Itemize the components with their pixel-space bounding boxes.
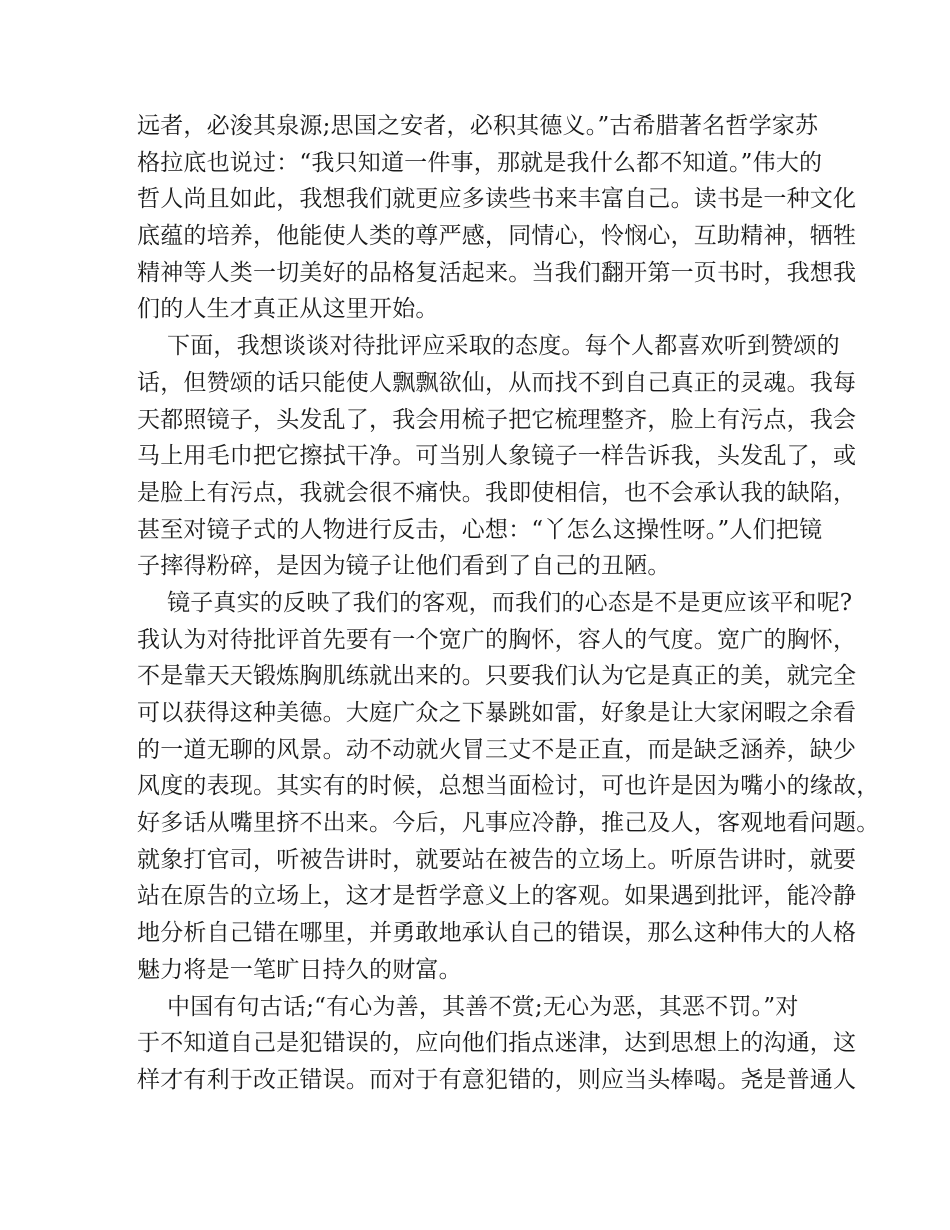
text-line: 魅力将是一笔旷日持久的财富。 [137, 956, 462, 983]
text-line: 是脸上有污点，我就会很不痛快。我即使相信，也不会承认我的缺陷， [137, 479, 857, 506]
text-line: 中国有句古话;“有心为善，其善不赏;无心为恶，其恶不罚。”对 [167, 993, 799, 1020]
text-line: 哲人尚且如此，我想我们就更应多读些书来丰富自己。读书是一种文化 [137, 186, 857, 213]
paragraph-p2 [137, 328, 857, 585]
text-line: 天都照镜子，头发乱了，我会用梳子把它梳理整齐，脸上有污点，我会 [137, 406, 857, 433]
text-line: 地分析自己错在哪里，并勇敢地承认自己的错误，那么这种伟大的人格 [137, 920, 857, 947]
text-line: 镜子真实的反映了我们的客观，而我们的心态是不是更应该平和呢? [167, 589, 853, 616]
text-line: 底蕴的培养，他能使人类的尊严感，同情心，怜悯心，互助精神，牺牲 [137, 223, 857, 250]
text-line: 可以获得这种美德。大庭广众之下暴跳如雷，好象是让大家闲暇之余看 [137, 700, 857, 726]
text-line: 格拉底也说过：“我只知道一件事，那就是我什么都不知道。”伟大的 [137, 149, 823, 176]
text-line: 于不知道自己是犯错误的，应向他们指点迷津，达到思想上的沟通，这 [137, 1030, 857, 1057]
text-line: 精神等人类一切美好的品格复活起来。当我们翻开第一页书时，我想我 [137, 259, 857, 286]
text-line: 就象打官司，听被告讲时，就要站在被告的立场上。听原告讲时，就要 [137, 846, 857, 873]
text-line: 不是靠天天锻炼胸肌练就出来的。只要我们认为它是真正的美，就完全 [137, 663, 857, 690]
text-line: 站在原告的立场上，这才是哲学意义上的客观。如果遇到批评，能冷静 [137, 883, 857, 910]
paragraph-p1 [137, 108, 857, 328]
text-line: 甚至对镜子式的人物进行反击，心想：“丫怎么这操性呀。”人们把镜 [137, 516, 823, 543]
text-line: 样才有利于改正错误。而对于有意犯错的，则应当头棒喝。尧是普通人 [137, 1066, 857, 1093]
text-line: 我认为对待批评首先要有一个宽广的胸怀，容人的气度。宽广的胸怀， [137, 626, 857, 653]
text-line: 好多话从嘴里挤不出来。今后，凡事应冷静，推己及人，客观地看问题。 [137, 810, 880, 837]
text-line: 马上用毛巾把它擦拭干净。可当别人象镜子一样告诉我，头发乱了，或 [137, 443, 857, 470]
text-line: 下面，我想谈谈对待批评应采取的态度。每个人都喜欢听到赞颂的 [167, 333, 840, 360]
text-line: 的一道无聊的风景。动不动就火冒三丈不是正直，而是缺乏涵养，缺少 [137, 736, 857, 763]
text-line: 风度的表现。其实有的时候，总想当面检讨，可也许是因为嘴小的缘故， [137, 773, 880, 800]
text-line: 子摔得粉碎，是因为镜子让他们看到了自己的丑陋。 [137, 553, 671, 580]
document-body [137, 108, 880, 1099]
text-line: 们的人生才真正从这里开始。 [137, 296, 439, 323]
paragraph-p4 [137, 989, 857, 1099]
text-line: 远者，必浚其泉源;思国之安者，必积其德义。”古希腊著名哲学家苏 [137, 113, 819, 139]
text-line: 话，但赞颂的话只能使人飘飘欲仙，从而找不到自己真正的灵魂。我每 [137, 369, 857, 396]
paragraph-p3 [137, 585, 880, 989]
